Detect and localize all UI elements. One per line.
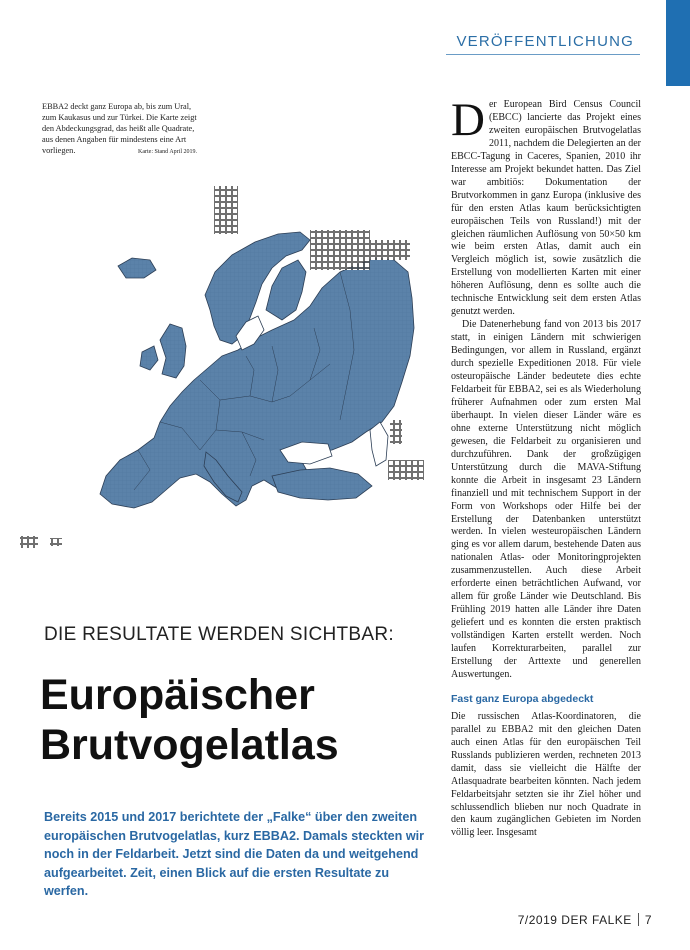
kicker: DIE RESULTATE WERDEN SICHTBAR: — [44, 624, 394, 645]
body-column — [451, 94, 641, 840]
map-open-squares-southeast — [388, 460, 424, 480]
map-turkey — [272, 468, 372, 500]
page-edge-tab — [666, 0, 690, 86]
body-paragraph-1-text: er European Bird Census Council (EBCC) lancierte das Projekt eines zweiten europäischen Brutvogelatlas 2011, nachdem die Delegierten an der EBCC-Tagung in Caceres, Spanien, 2010 ihr Interesse am Projekt bekundet hatten. Das Ziel war ambitiös: Dokumentation der Brutvorkommen in ganz Europa (inklusive des für den ersten Atlas kaum berücksichtigten europäischen Teils von Russland!) mit der gleichen räumlichen Auflösung von 50×50 km wie beim ersten Atlas, damit auch ein Vergleich möglich ist, sowie zusätzlich die Erstellung von modellierten Karten mit einer höheren Auflösung, denn es sollte auch die technische Entwicklung seit dem ersten Atlas genutzt werden. — [451, 99, 641, 318]
footer-page-number: 7 — [644, 913, 652, 927]
page-footer — [518, 913, 652, 927]
lead-paragraph: Bereits 2015 und 2017 berichtete der „Falke“ über den zweiten europäischen Brutvogelatlas, kurz EBBA2. Damals steckten wir noch in der Feldarbeit. Jetzt sind die Daten da und weitgehend aufgearbeitet. Zeit, einen Blick auf die ersten Resultate zu werfen. — [44, 810, 425, 898]
map-open-squares-canaries — [50, 538, 62, 546]
map-credit: Karte: Stand April 2019. — [138, 149, 197, 155]
map-caspian-sea — [370, 422, 388, 466]
map-caption-text: EBBA2 deckt ganz Europa ab, bis zum Ural, zum Kaukasus und zur Türkei. Die Karte zeigt den Abdeckungsgrad, das heißt alle Quadrate, aus denen Angaben für mindestens eine Art vorliegen. — [42, 102, 197, 155]
subheading: Fast ganz Europa abgedeckt — [451, 692, 594, 705]
map-caption — [42, 101, 197, 158]
body-paragraph-3: Die russischen Atlas-Koordinatoren, die parallel zu EBBA2 mit den gleichen Daten auch einen Atlas für den europäischen Teil Russlands publizieren werden, rechneten 2013 damit, dass sie vielleicht die Hälfte der Atlasquadrate bearbeiten könnten. Nach jedem Feldarbeitsjahr setzten sie ihr Ziel höher und schlussendlich blieben nur noch Quadrate in den kaum zugänglichen Gebieten im Norden völlig leer. Insgesamt — [451, 710, 641, 839]
footer-magazine: DER FALKE — [561, 913, 632, 927]
map-iceland — [118, 258, 156, 278]
europe-map-graphic — [10, 160, 440, 560]
map-finland — [266, 260, 306, 320]
dropcap: D — [451, 94, 485, 146]
map-open-squares-caucasus — [390, 420, 402, 444]
footer-separator — [638, 913, 639, 926]
europe-coverage-map — [10, 160, 440, 560]
section-label: VERÖFFENTLICHUNG — [456, 33, 634, 50]
section-rule — [446, 54, 640, 55]
headline-line-2: Brutvogelatlas — [40, 721, 339, 769]
map-open-squares-northeast — [370, 240, 410, 260]
body-paragraph-2: Die Datenerhebung fand von 2013 bis 2017 statt, in einigen Ländern mit schwierigen Bedingungen, vor allem in Russland, ergänzt durch spezielle Expeditionen 2018. Für viele osteuropäische Länder bedeutete dies echte Feldarbeit für EBBA2, sei es als Wiederholung früherer Aufnahmen oder zum ersten Mal überhaupt. In vielen dieser Länder wäre es ohne externe Unterstützung nicht möglich gewesen, die Feldarbeit zu organisieren und durchzuführen. Dank der großzügigen Unterstützung durch die MAVA-Stiftung konnte die Arbeit in insgesamt 23 Ländern finanziell und mit technischem Support in der Form von Workshops oder Hilfe bei der Erstellung der Datenbanken unterstützt werden. In vielen westeuropäischen Ländern ging es vor allem darum, bestehende Daten aus nationalen Atlas- oder Monitoringprojekten zusammenzustellen. Auch diese Arbeit erforderte einen beträchtlichen Aufwand, vor allem für große Länder wie Deutschland. Bis Frühling 2019 hatten alle Länder ihre Daten geliefert und es konnten die ersten praktisch vollständigen Karten erstellt werden. Noch laufen Korrekturarbeiten, parallel zur Erstellung der Arttexte und generellen Auswertungen. — [451, 319, 641, 680]
map-britain — [160, 324, 186, 378]
map-ireland — [140, 346, 158, 370]
map-open-squares-arctic — [214, 186, 238, 234]
footer-issue: 7/2019 — [517, 913, 558, 927]
body-paragraph-1 — [451, 94, 641, 319]
map-open-squares-north — [310, 230, 370, 270]
map-open-squares-atlantic — [20, 536, 38, 548]
headline-line-1: Europäischer — [40, 671, 315, 719]
headline — [40, 670, 440, 770]
